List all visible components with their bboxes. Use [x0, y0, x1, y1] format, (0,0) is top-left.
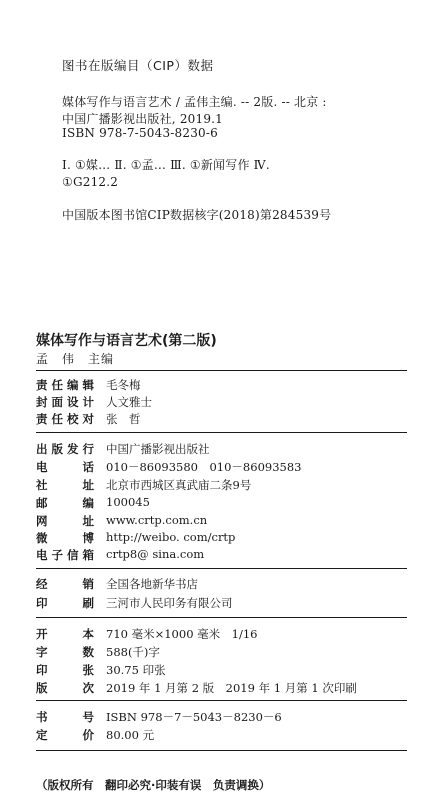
row-value: 毛冬梅 — [106, 378, 141, 392]
row-value: 010－86093580 010－86093583 — [106, 460, 302, 474]
cip-data-block — [0, 0, 423, 320]
row-label: 书 号 — [36, 710, 94, 724]
row-value: 北京市西城区真武庙二条9号 — [106, 478, 252, 492]
row-value: 中国广播影视出版社 — [106, 442, 210, 456]
row-label: 开 本 — [36, 627, 94, 641]
row-label: 电子信箱 — [36, 548, 94, 562]
row-label: 微 博 — [36, 531, 94, 545]
row-label: 责任编辑 — [36, 378, 94, 392]
row-value: 2019 年 1 月第 2 版 2019 年 1 月第 1 次印刷 — [106, 681, 357, 695]
row-value: 三河市人民印务有限公司 — [106, 596, 233, 610]
row-label: 印 刷 — [36, 596, 94, 610]
row-value: 人文雅士 — [106, 395, 152, 409]
cip-line-class-code: ①G212.2 — [62, 175, 119, 189]
divider — [36, 750, 407, 751]
row-value: 710 毫米×1000 毫米 1/16 — [106, 627, 258, 641]
row-label: 印 张 — [36, 663, 94, 677]
row-value: 30.75 印张 — [106, 663, 166, 677]
row-label: 网 址 — [36, 514, 94, 528]
row-value: ISBN 978－7－5043－8230－6 — [106, 710, 282, 724]
row-label: 出版发行 — [36, 442, 94, 456]
row-label: 电 话 — [36, 460, 94, 474]
row-label: 邮 编 — [36, 496, 94, 510]
divider — [36, 617, 407, 618]
cip-heading: 图书在版编目（CIP）数据 — [62, 58, 214, 73]
cip-line-publisher: 中国广播影视出版社, 2019.1 — [62, 112, 224, 126]
row-value: 100045 — [106, 495, 150, 509]
row-label: 封面设计 — [36, 395, 94, 409]
row-value: 80.00 元 — [106, 728, 155, 742]
row-value: www.crtp.com.cn — [106, 513, 208, 527]
copyright-notice: （版权所有 翻印必究·印装有误 负责调换） — [36, 778, 271, 792]
divider — [36, 700, 407, 701]
cip-line-classification: Ⅰ. ①媒… Ⅱ. ①孟… Ⅲ. ①新闻写作 Ⅳ. — [62, 158, 270, 172]
row-label: 版 次 — [36, 681, 94, 695]
row-label: 经 销 — [36, 577, 94, 591]
row-value: crtp8@ sina.com — [106, 547, 205, 561]
row-value: 张 哲 — [106, 412, 141, 426]
row-label: 字 数 — [36, 645, 94, 659]
row-label: 定 价 — [36, 728, 94, 742]
divider — [36, 568, 407, 569]
author-line: 孟 伟 主编 — [36, 352, 115, 366]
book-title: 媒体写作与语言艺术(第二版) — [36, 333, 217, 349]
cip-line-isbn: ISBN 978-7-5043-8230-6 — [62, 126, 218, 140]
row-value: 588(千)字 — [106, 645, 160, 659]
cip-line-title: 媒体写作与语言艺术 / 孟伟主编. -- 2版. -- 北京 : — [62, 95, 327, 109]
row-label: 责任校对 — [36, 412, 94, 426]
divider — [36, 432, 407, 433]
cip-line-registration: 中国版本图书馆CIP数据核字(2018)第284539号 — [62, 208, 332, 222]
row-value: 全国各地新华书店 — [106, 577, 198, 591]
divider — [36, 370, 407, 371]
row-value: http://weibo. com/crtp — [106, 530, 236, 544]
row-label: 社 址 — [36, 478, 94, 492]
